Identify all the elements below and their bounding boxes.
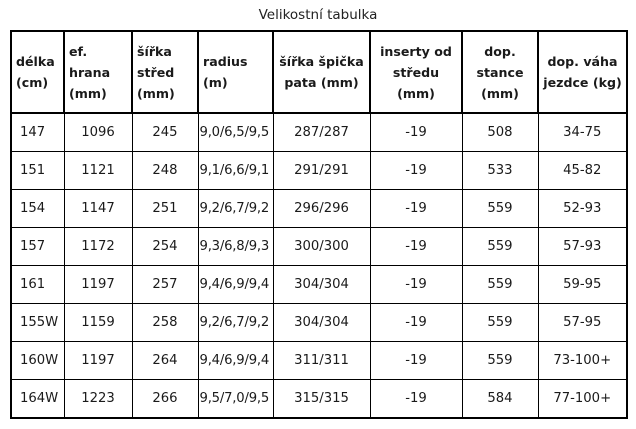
table-cell: -19 bbox=[370, 228, 462, 266]
table-cell: 248 bbox=[132, 152, 198, 190]
table-cell: 57-93 bbox=[538, 228, 627, 266]
table-row bbox=[11, 380, 627, 419]
table-cell: 9,2/6,7/9,2 bbox=[198, 304, 273, 342]
table-cell: 45-82 bbox=[538, 152, 627, 190]
table-cell: 9,2/6,7/9,2 bbox=[198, 190, 273, 228]
table-cell: 533 bbox=[462, 152, 538, 190]
table-cell: 300/300 bbox=[273, 228, 370, 266]
table-cell: 559 bbox=[462, 190, 538, 228]
table-cell: 258 bbox=[132, 304, 198, 342]
table-cell: 57-95 bbox=[538, 304, 627, 342]
table-cell: 254 bbox=[132, 228, 198, 266]
table-cell: -19 bbox=[370, 190, 462, 228]
size-table bbox=[10, 30, 628, 419]
table-cell: 1197 bbox=[64, 266, 132, 304]
table-cell: 508 bbox=[462, 113, 538, 152]
table-cell: -19 bbox=[370, 152, 462, 190]
table-row bbox=[11, 304, 627, 342]
table-cell: 157 bbox=[11, 228, 64, 266]
table-cell: 161 bbox=[11, 266, 64, 304]
table-row bbox=[11, 113, 627, 152]
table-cell: 9,3/6,8/9,3 bbox=[198, 228, 273, 266]
table-row bbox=[11, 152, 627, 190]
table-caption: Velikostní tabulka bbox=[258, 7, 378, 23]
table-cell: 1147 bbox=[64, 190, 132, 228]
table-cell: 266 bbox=[132, 380, 198, 419]
table-cell: 1159 bbox=[64, 304, 132, 342]
table-row bbox=[11, 228, 627, 266]
header-row bbox=[11, 31, 627, 113]
table-cell: 291/291 bbox=[273, 152, 370, 190]
table-cell: 160W bbox=[11, 342, 64, 380]
table-cell: 311/311 bbox=[273, 342, 370, 380]
table-cell: 251 bbox=[132, 190, 198, 228]
table-body bbox=[11, 113, 627, 418]
table-cell: -19 bbox=[370, 113, 462, 152]
table-cell: 155W bbox=[11, 304, 64, 342]
header-cell: radius (m) bbox=[198, 31, 273, 113]
table-cell: 73-100+ bbox=[538, 342, 627, 380]
table-cell: 245 bbox=[132, 113, 198, 152]
table-cell: 559 bbox=[462, 228, 538, 266]
table-cell: 264 bbox=[132, 342, 198, 380]
table-cell: 257 bbox=[132, 266, 198, 304]
table-cell: 559 bbox=[462, 304, 538, 342]
table-cell: 296/296 bbox=[273, 190, 370, 228]
header-cell: ef. hrana (mm) bbox=[64, 31, 132, 113]
table-cell: -19 bbox=[370, 266, 462, 304]
table-cell: 1223 bbox=[64, 380, 132, 419]
table-cell: 315/315 bbox=[273, 380, 370, 419]
table-cell: 559 bbox=[462, 342, 538, 380]
table-row bbox=[11, 190, 627, 228]
header-cell: inserty od středu (mm) bbox=[370, 31, 462, 113]
table-cell: 1172 bbox=[64, 228, 132, 266]
table-cell: 147 bbox=[11, 113, 64, 152]
table-cell: 59-95 bbox=[538, 266, 627, 304]
table-cell: 1197 bbox=[64, 342, 132, 380]
table-cell: 154 bbox=[11, 190, 64, 228]
table-cell: 304/304 bbox=[273, 304, 370, 342]
table-cell: 9,0/6,5/9,5 bbox=[198, 113, 273, 152]
table-cell: 151 bbox=[11, 152, 64, 190]
table-cell: 9,4/6,9/9,4 bbox=[198, 342, 273, 380]
header-cell: šířka špička pata (mm) bbox=[273, 31, 370, 113]
table-row bbox=[11, 342, 627, 380]
table-cell: 52-93 bbox=[538, 190, 627, 228]
table-row bbox=[11, 266, 627, 304]
table-cell: 77-100+ bbox=[538, 380, 627, 419]
table-cell: 1096 bbox=[64, 113, 132, 152]
table-cell: 559 bbox=[462, 266, 538, 304]
table-cell: -19 bbox=[370, 304, 462, 342]
table-cell: 1121 bbox=[64, 152, 132, 190]
header-cell: délka (cm) bbox=[11, 31, 64, 113]
table-cell: 584 bbox=[462, 380, 538, 419]
header-cell: dop. stance (mm) bbox=[462, 31, 538, 113]
table-cell: 304/304 bbox=[273, 266, 370, 304]
table-cell: 164W bbox=[11, 380, 64, 419]
table-cell: 287/287 bbox=[273, 113, 370, 152]
table-cell: 34-75 bbox=[538, 113, 627, 152]
table-cell: -19 bbox=[370, 380, 462, 419]
table-cell: 9,5/7,0/9,5 bbox=[198, 380, 273, 419]
table-cell: 9,1/6,6/9,1 bbox=[198, 152, 273, 190]
header-cell: dop. váha jezdce (kg) bbox=[538, 31, 627, 113]
header-cell: šířka střed (mm) bbox=[132, 31, 198, 113]
table-cell: 9,4/6,9/9,4 bbox=[198, 266, 273, 304]
table-cell: -19 bbox=[370, 342, 462, 380]
